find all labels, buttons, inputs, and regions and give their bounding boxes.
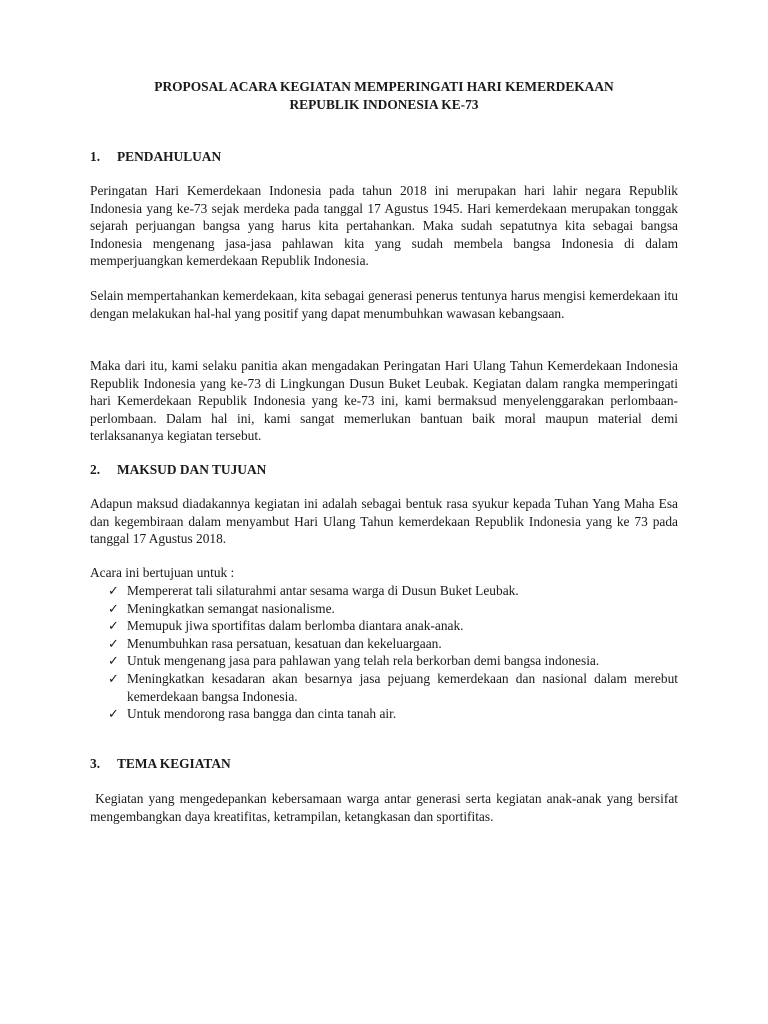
section-number: 1. xyxy=(90,149,101,164)
tujuan-checklist xyxy=(108,582,678,723)
list-item xyxy=(108,635,678,653)
section-heading-pendahuluan xyxy=(90,148,221,166)
list-item-text: Mempererat tali silaturahmi antar sesama warga di Dusun Buket Leubak. xyxy=(127,583,519,598)
paragraph-maksud: Adapun maksud diadakannya kegiatan ini adalah sebagai bentuk rasa syukur kepada Tuhan Yang Maha Esa dan kegembiraan dalam menyambut Hari Ulang Tahun kemerdekaan Republik Indonesia yang ke 73 pada tanggal 17 Agustus 2018. xyxy=(90,496,678,547)
list-item-text: Menumbuhkan rasa persatuan, kesatuan dan kekeluargaan. xyxy=(127,635,442,651)
checkmark-icon: ✓ xyxy=(108,600,119,616)
title-line-1: PROPOSAL ACARA KEGIATAN MEMPERINGATI HARI KEMERDEKAAN xyxy=(154,79,614,94)
list-item xyxy=(108,582,678,600)
section-number: 2. xyxy=(90,462,101,477)
list-item xyxy=(108,670,678,705)
section-heading-maksud-tujuan xyxy=(90,461,266,479)
section-heading-tema xyxy=(90,755,231,773)
list-item-text: Meningkatkan semangat nasionalisme. xyxy=(127,600,335,616)
list-item xyxy=(108,617,678,635)
checkmark-icon: ✓ xyxy=(108,635,119,651)
list-item-text: Memupuk jiwa sportifitas dalam berlomba diantara anak-anak. xyxy=(127,618,464,634)
checkmark-icon: ✓ xyxy=(108,706,119,722)
section-title: PENDAHULUAN xyxy=(117,149,222,164)
checkmark-icon: ✓ xyxy=(108,583,119,598)
list-item xyxy=(108,600,678,618)
paragraph-pendahuluan-1: Peringatan Hari Kemerdekaan Indonesia pada tahun 2018 ini merupakan hari lahir negara Republik Indonesia yang ke-73 sejak merdeka pada tanggal 17 Agustus 1945. Hari kemerdekaan merupakan tonggak sejarah perjuangan bangsa yang harus kita pertahankan. Maka sudah sepatutnya kita sebagai bangsa Indonesia mengenang jasa-jasa pahlawan kita yang sudah membela bangsa Indonesia di dalam memperjuangkan kemerdekaan Republik Indonesia. xyxy=(90,183,678,269)
section-number: 3. xyxy=(90,756,101,771)
list-item-text: Meningkatkan kesadaran akan besarnya jasa pejuang kemerdekaan dan nasional dalam merebut kemerdekaan bangsa Indonesia. xyxy=(127,670,678,704)
checkmark-icon: ✓ xyxy=(108,653,119,669)
checkmark-icon: ✓ xyxy=(108,670,119,686)
section-title: MAKSUD DAN TUJUAN xyxy=(117,462,267,477)
tujuan-intro: Acara ini bertujuan untuk : xyxy=(90,565,235,580)
paragraph-pendahuluan-2: Selain mempertahankan kemerdekaan, kita sebagai generasi penerus tentunya harus mengisi kemerdekaan itu dengan melakukan hal-hal yang positif yang dapat menumbuhkan wawasan kebangsaan. xyxy=(90,288,678,321)
title-line-2: REPUBLIK INDONESIA KE-73 xyxy=(289,97,479,112)
paragraph-tema: Kegiatan yang mengedepankan kebersamaan warga antar generasi serta kegiatan anak-anak yang bersifat mengembangkan daya kreatifitas, ketrampilan, ketangkasan dan sportifitas. xyxy=(90,791,682,824)
document-title xyxy=(90,78,678,114)
checkmark-icon: ✓ xyxy=(108,618,119,634)
list-item xyxy=(108,705,678,723)
list-item-text: Untuk mendorong rasa bangga dan cinta tanah air. xyxy=(127,706,397,722)
list-item-text: Untuk mengenang jasa para pahlawan yang telah rela berkorban demi bangsa indonesia. xyxy=(127,653,600,669)
paragraph-pendahuluan-3: Maka dari itu, kami selaku panitia akan mengadakan Peringatan Hari Ulang Tahun Kemerdekaan Indonesia Republik Indonesia yang ke-73 di Lingkungan Dusun Buket Leubak. Kegiatan dalam rangka memperingati hari Kemerdekaan Republik Indonesia yang ke-73 ini, kami bermaksud menyelenggarakan perlombaan-perlombaan. Dalam hal ini, kami sangat memerlukan bantuan baik moral maupun material demi terlaksananya kegiatan tersebut. xyxy=(90,358,678,444)
list-item xyxy=(108,652,678,670)
section-title: TEMA KEGIATAN xyxy=(117,756,231,771)
